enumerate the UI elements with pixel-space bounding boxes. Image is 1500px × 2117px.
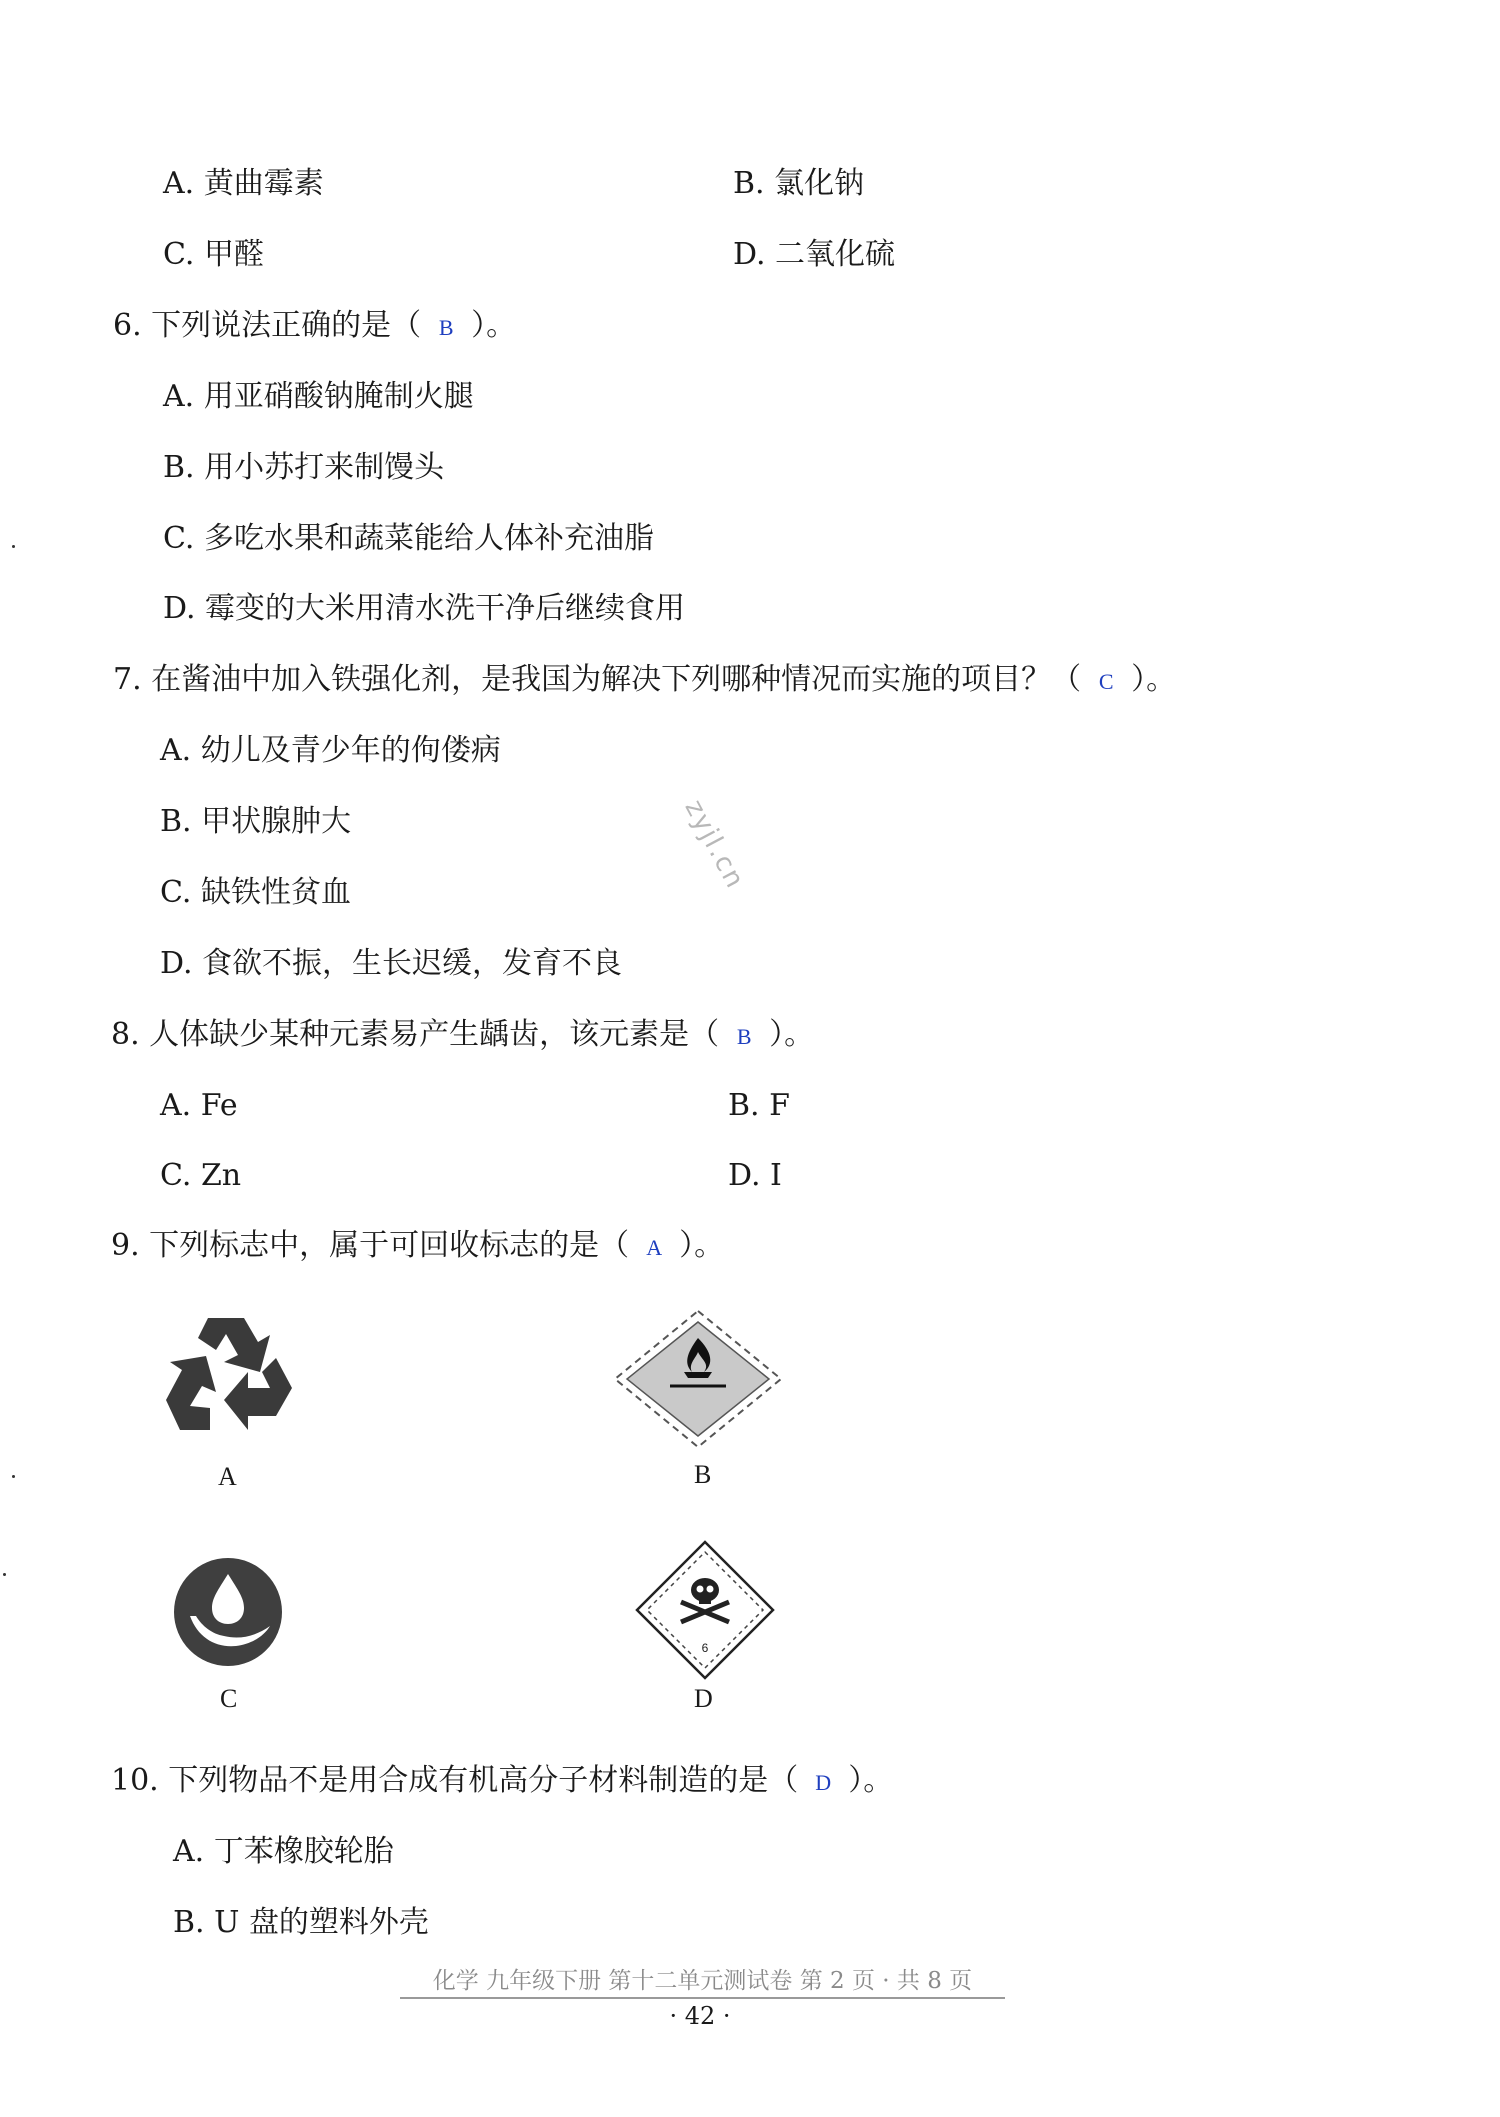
water-saving-icon (172, 1556, 284, 1668)
q5-option-b: B. 氯化钠 (733, 166, 865, 201)
option-label-c: C (220, 1684, 238, 1713)
q8-option-d: D. I (728, 1158, 782, 1193)
flammable-warning-icon (612, 1308, 784, 1450)
option-label-b: B (694, 1460, 712, 1489)
q8-option-b: B. F (728, 1088, 790, 1123)
q5-option-a: A. 黄曲霉素 (163, 166, 324, 201)
recycle-icon (158, 1310, 294, 1438)
q6-stem-end: ）。 (471, 308, 517, 343)
watermark: zyjl.cn (678, 795, 751, 895)
q7-option-d: D. 食欲不振，生长迟缓，发育不良 (160, 946, 623, 981)
q10-option-a: A. 丁苯橡胶轮胎 (173, 1834, 394, 1869)
q5-option-d: D. 二氧化硫 (733, 237, 896, 272)
q6-option-c: C. 多吃水果和蔬菜能给人体补充油脂 (163, 521, 654, 556)
q10-stem-end: ）。 (848, 1763, 894, 1798)
q10-stem-text: 10. 下列物品不是用合成有机高分子材料制造的是（ (111, 1763, 799, 1798)
q7-option-a: A. 幼儿及青少年的佝偻病 (160, 733, 501, 768)
q10-option-b: B. U 盘的塑料外壳 (173, 1905, 429, 1940)
q7-answer: C (1098, 669, 1114, 694)
q6-stem (113, 308, 516, 346)
page-number: · 42 · (669, 2002, 731, 2030)
q7-stem-text: 7. 在酱油中加入铁强化剂，是我国为解决下列哪种情况而实施的项目？（ (113, 662, 1082, 697)
q10-stem (111, 1763, 893, 1801)
scan-speck (12, 545, 15, 548)
q8-stem-text: 8. 人体缺少某种元素易产生龋齿，该元素是（ (111, 1017, 720, 1052)
q8-option-a: A. Fe (160, 1088, 238, 1123)
q8-stem (111, 1017, 814, 1055)
q10-answer: D (815, 1770, 832, 1795)
q9-answer: A (646, 1235, 663, 1260)
scan-speck (3, 1573, 6, 1576)
q6-option-b: B. 用小苏打来制馒头 (163, 450, 445, 485)
toxic-warning-icon (635, 1540, 775, 1680)
q6-stem-text: 6. 下列说法正确的是（ (113, 308, 422, 343)
q8-stem-end: ）。 (769, 1017, 815, 1052)
q7-option-b: B. 甲状腺肿大 (160, 804, 352, 839)
q9-stem (111, 1228, 724, 1266)
q5-option-c: C. 甲醛 (163, 237, 264, 272)
q9-stem-text: 9. 下列标志中，属于可回收标志的是（ (111, 1228, 630, 1263)
q8-answer: B (736, 1024, 752, 1049)
q7-option-c: C. 缺铁性贫血 (160, 875, 351, 910)
svg-text:6: 6 (701, 1641, 709, 1655)
q8-option-c: C. Zn (160, 1158, 242, 1193)
option-label-a: A (218, 1462, 237, 1491)
q6-answer: B (438, 315, 454, 340)
q9-stem-end: ）。 (679, 1228, 725, 1263)
q7-stem (113, 662, 1176, 700)
q6-option-d: D. 霉变的大米用清水洗干净后继续食用 (163, 591, 686, 626)
q7-stem-end: ）。 (1131, 662, 1177, 697)
scan-speck (12, 1475, 15, 1478)
q6-option-a: A. 用亚硝酸钠腌制火腿 (163, 379, 474, 414)
page-footer: 化学 九年级下册 第十二单元测试卷 第 2 页 · 共 8 页 (400, 1962, 1005, 1999)
option-label-d: D (694, 1684, 713, 1713)
